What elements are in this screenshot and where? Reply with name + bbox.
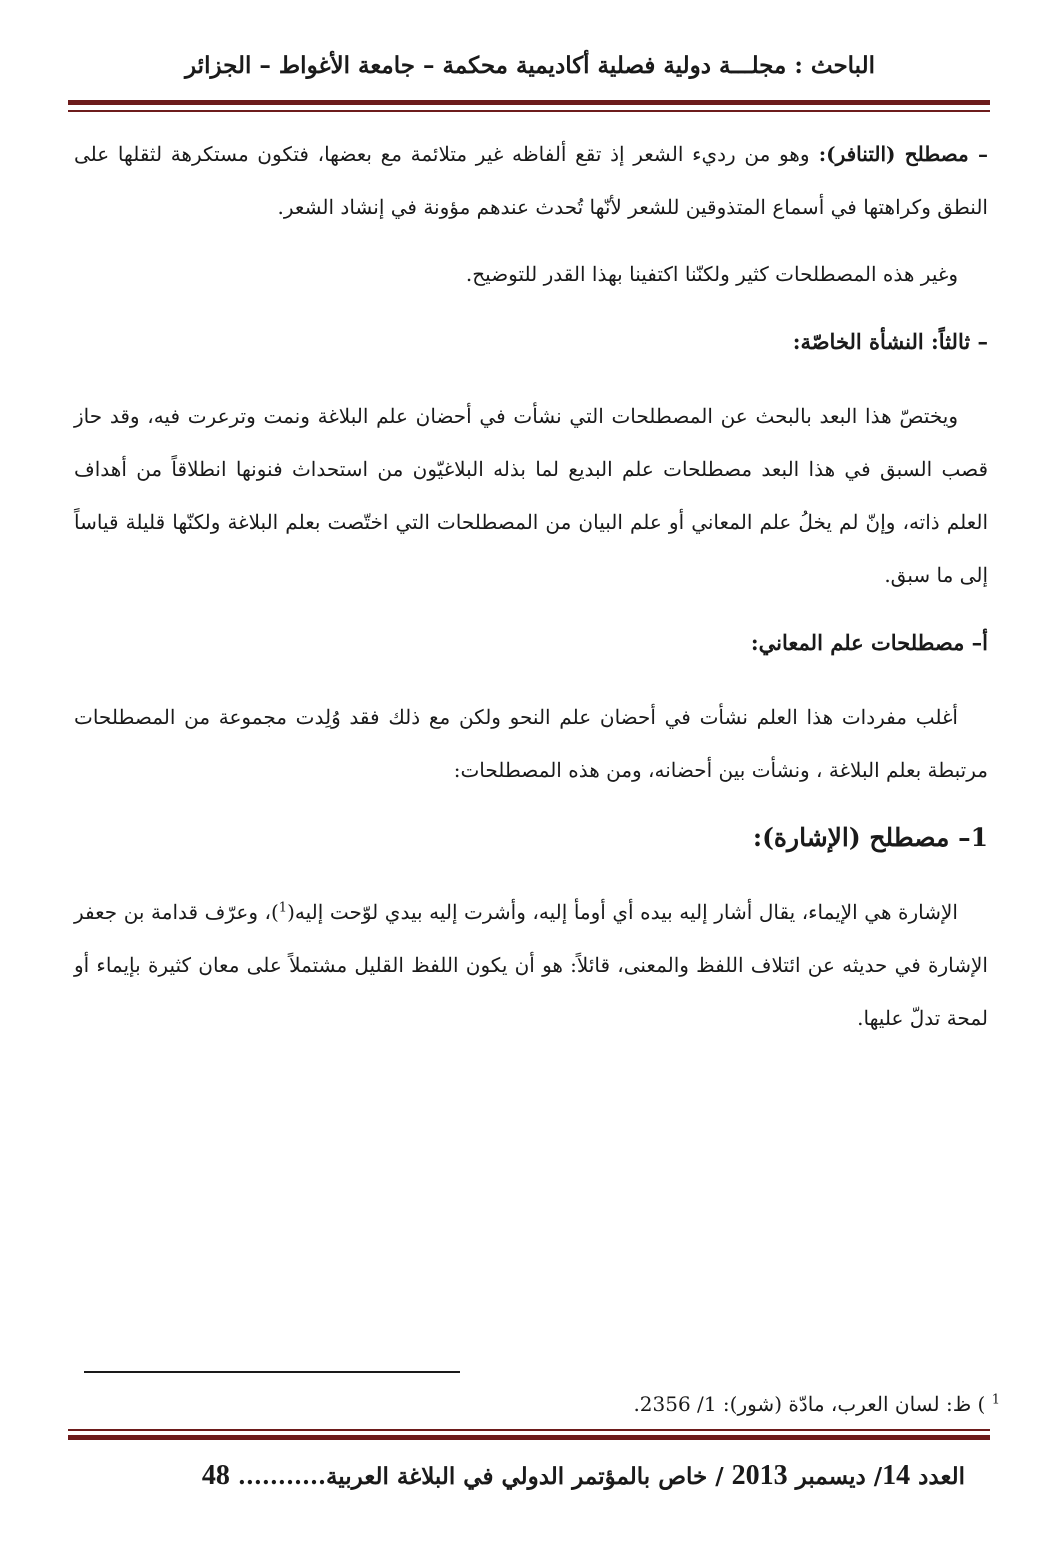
paragraph-special-origin: ويختصّ هذا البعد بالبحث عن المصطلحات التي نشأت في أحضان علم البلاغة ونمت وترعرت فيه، وقد حاز قصب السبق في هذا البعد مصطلحات علم البديع لما بذله البلاغيّون من استحداث فنونها انطلاقاً من أهداف العلم ذاته، وإنّ لم يخلُ علم المعاني أو علم البيان من المصطلحات التي اختّصت بعلم البلاغة ولكنّها قليلة قياساً إلى ما سبق. (74, 404, 988, 587)
paragraph-ishara (74, 886, 988, 1045)
footer-rule-thick (68, 1435, 990, 1440)
term-heading-ishara: 1– مصطلح (الإشارة): (752, 823, 988, 852)
footnote-reference: 1 (278, 900, 288, 916)
footer-rule-thin (68, 1429, 990, 1431)
paragraph-tanafur-text: وهو من رديء الشعر إذ تقع ألفاظه غير متلائمة مع بعضها، فتكون مستكرهة لثقلها على النطق وكراهتها في أسماع المتذوقين للشعر لأنّها تُحدث عندهم مؤونة في إنشاد الشعر. (74, 142, 988, 219)
header-rule-thin (68, 110, 990, 112)
footer-year: 2013 (731, 1460, 788, 1491)
term-label: – مصطلح (904, 142, 988, 166)
subsection-heading-maani: أ– مصطلحات علم المعاني: (750, 630, 988, 655)
paragraph-maani: أغلب مفردات هذا العلم نشأت في أحضان علم النحو ولكن مع ذلك فقد وُلِدت مجموعة من المصطلحات مرتبطة بعلم البلاغة ، ونشأت بين أحضانه، ومن هذه المصطلحات: (74, 705, 988, 782)
journal-header: الباحث : مجلـــة دولية فصلية أكاديمية محكمة – جامعة الأغواط – الجزائر (184, 52, 876, 79)
paragraph-tanafur (74, 128, 988, 234)
journal-footer (110, 1450, 965, 1503)
header-rule-thick (68, 100, 990, 105)
footer-special-issue: / خاص بالمؤتمر الدولي في البلاغة العربية........... (229, 1463, 732, 1490)
page-number: 48 (201, 1460, 230, 1491)
footer-issue-label: العدد (910, 1463, 965, 1490)
term-name: (التنافر): (809, 142, 905, 166)
footnote-divider (84, 1371, 460, 1373)
page-body (74, 128, 988, 1045)
paragraph-conclusion: وغير هذه المصطلحات كثير ولكنّنا اكتفينا بهذا القدر للتوضيح. (465, 262, 958, 286)
section-heading-third: – ثالثاً: النشأة الخاصّة: (792, 329, 988, 354)
paragraph-ishara-part2: )، وعرّف قدامة بن جعفر الإشارة في حديثه عن ائتلاف اللفظ والمعنى، قائلاً: هو أن يكون اللفظ القليل مشتملاً على معان كثيرة بإيماء أو لمحة تدلّ عليها. (74, 900, 988, 1030)
footnote-text: ) ظ: لسان العرب، مادّة (شور): 1/ 2356. (633, 1392, 986, 1416)
footer-issue-number: 14 (882, 1460, 911, 1491)
paragraph-ishara-part1: الإشارة هي الإيماء، يقال أشار إليه بيده أي أومأ إليه، وأشرت إليه بيدي لوّحت إليه( (287, 900, 958, 924)
footnote-marker: 1 (991, 1392, 1000, 1408)
footer-month: / ديسمبر (787, 1463, 883, 1490)
footnote (84, 1384, 1000, 1424)
